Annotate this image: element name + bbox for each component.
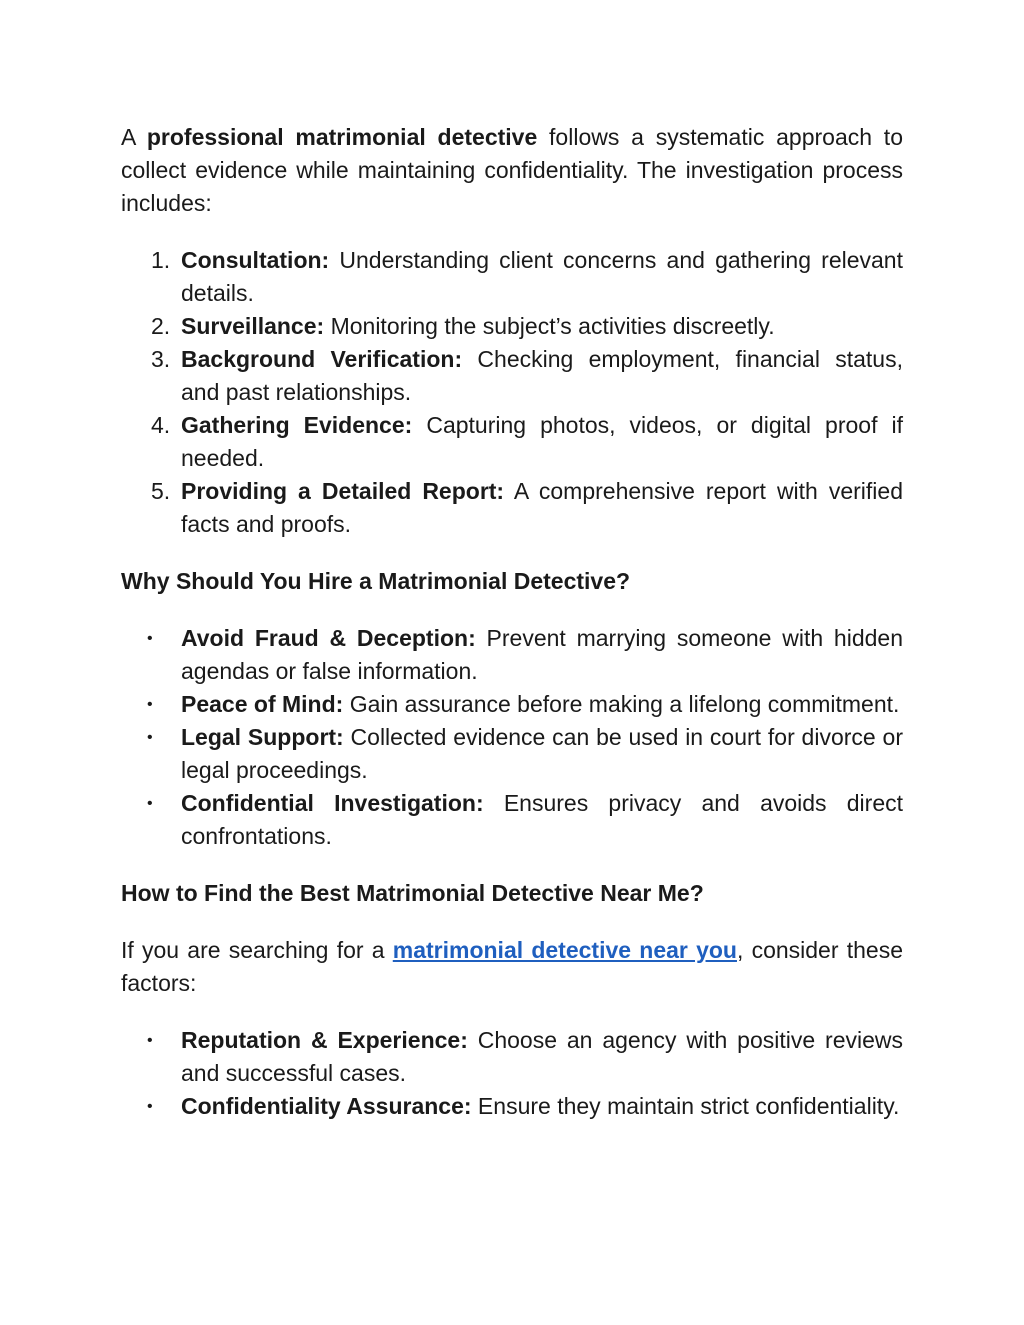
why-item-title: Legal Support:	[181, 724, 344, 750]
step-number: 2.	[151, 313, 171, 339]
document-page	[121, 121, 903, 1123]
process-step-item	[121, 343, 903, 409]
step-title: Gathering Evidence:	[181, 412, 413, 438]
process-steps-list	[121, 244, 903, 541]
factor-item	[121, 1090, 903, 1123]
step-text: Monitoring the subject’s activities discreetly.	[324, 313, 775, 339]
intro-rest: follows a systematic approach to collect evidence while maintaining confidentiality. The investigation process includes:	[121, 124, 903, 216]
how-heading: How to Find the Best Matrimonial Detective Near Me?	[121, 880, 704, 906]
intro-prefix: A	[121, 124, 147, 150]
step-text: A comprehensive report with verified facts and proofs.	[181, 478, 903, 537]
why-item	[121, 721, 903, 787]
step-text: Checking employment, financial status, and past relationships.	[181, 346, 903, 405]
step-title: Surveillance:	[181, 313, 325, 339]
why-item-title: Peace of Mind:	[181, 691, 344, 717]
why-item-text: Prevent marrying someone with hidden agendas or false information.	[181, 625, 903, 684]
matrimonial-detective-link[interactable]: matrimonial detective near you	[392, 937, 737, 963]
bullet-icon: •	[147, 729, 153, 746]
factor-title: Reputation & Experience:	[181, 1027, 468, 1053]
step-title: Background Verification:	[181, 346, 463, 372]
why-item	[121, 688, 903, 721]
factor-text: Choose an agency with positive reviews and successful cases.	[181, 1027, 903, 1086]
why-item	[121, 622, 903, 688]
why-item-text: Ensures privacy and avoids direct confrontations.	[181, 790, 904, 849]
why-item	[121, 787, 903, 853]
factor-title: Confidentiality Assurance:	[181, 1093, 472, 1119]
search-paragraph	[121, 934, 903, 1000]
step-number: 3.	[151, 346, 171, 372]
step-number: 5.	[151, 478, 171, 504]
bullet-icon: •	[147, 1098, 153, 1115]
bullet-icon: •	[147, 630, 153, 647]
bullet-icon: •	[147, 696, 153, 713]
intro-bold: professional matrimonial detective	[146, 124, 538, 150]
search-prefix: If you are searching for a	[121, 937, 393, 963]
step-title: Providing a Detailed Report:	[181, 478, 505, 504]
why-item-title: Confidential Investigation:	[181, 790, 484, 816]
factors-list	[121, 1024, 903, 1123]
why-item-title: Avoid Fraud & Deception:	[181, 625, 476, 651]
process-step-item	[121, 310, 903, 343]
bullet-icon: •	[147, 1032, 153, 1049]
bullet-icon: •	[147, 795, 153, 812]
intro-paragraph	[121, 121, 903, 220]
step-title: Consultation:	[181, 247, 330, 273]
factor-text: Ensure they maintain strict confidentiality.	[471, 1093, 900, 1119]
process-step-item	[121, 409, 903, 475]
why-heading: Why Should You Hire a Matrimonial Detective?	[121, 568, 631, 594]
step-number: 1.	[151, 247, 171, 273]
search-rest: , consider these factors:	[121, 937, 903, 996]
step-text: Capturing photos, videos, or digital proof if needed.	[181, 412, 904, 471]
process-step-item	[121, 475, 903, 541]
factor-item	[121, 1024, 903, 1090]
process-step-item	[121, 244, 903, 310]
step-text: Understanding client concerns and gathering relevant details.	[181, 247, 903, 306]
step-number: 4.	[151, 412, 171, 438]
why-list	[121, 622, 903, 853]
why-item-text: Gain assurance before making a lifelong commitment.	[343, 691, 900, 717]
why-item-text: Collected evidence can be used in court for divorce or legal proceedings.	[181, 724, 903, 783]
